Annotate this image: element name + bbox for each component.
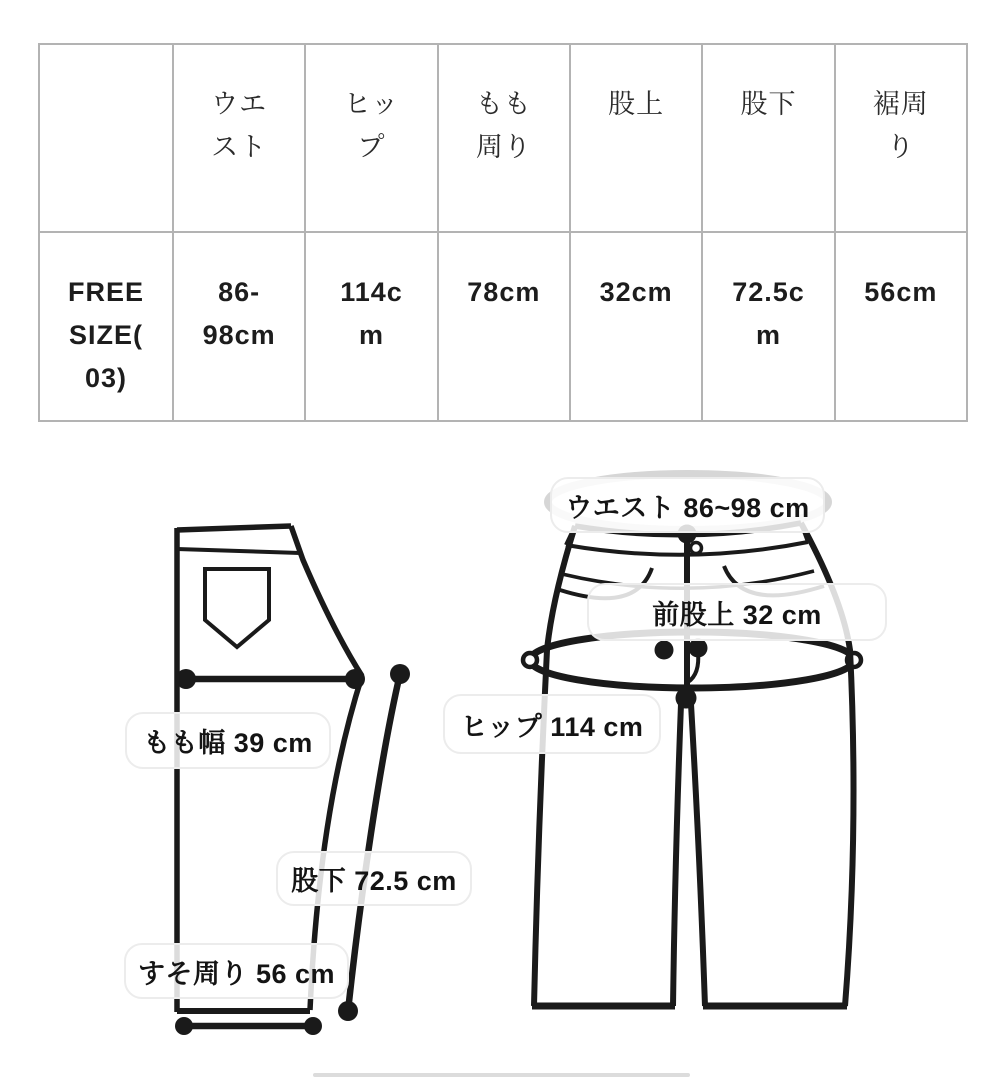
front-rise-measurement-text: 前股上 32 cm <box>652 599 822 630</box>
thigh-width-measurement-label <box>125 712 331 769</box>
cell-inseam-value: 72.5cm <box>702 232 834 421</box>
hip-measurement-label <box>443 694 661 754</box>
front-rise-measurement-label <box>587 583 887 641</box>
inseam-measurement-text: 股下 72.5 cm <box>291 866 457 896</box>
hem-measure-dot-right <box>304 1017 322 1035</box>
col-header-waist: ウエスト <box>173 44 305 232</box>
cell-thigh-value: 78cm <box>438 232 570 421</box>
inseam-measure-curve <box>348 674 400 1011</box>
col-header-hip: ヒップ <box>305 44 437 232</box>
col-header-rise: 股上 <box>570 44 702 232</box>
flat-right-seam <box>291 526 362 676</box>
thigh-measure-dot-right <box>345 669 365 689</box>
row-label-free-size: FREE SIZE(03) <box>39 232 173 421</box>
waist-button-ring <box>691 543 702 554</box>
hip-measurement-text: ヒップ 114 cm <box>460 711 644 742</box>
hem-measure-dot-left <box>175 1017 193 1035</box>
hip-ellipse-ring-left <box>523 653 537 667</box>
flat-waistband-top-line <box>177 526 291 530</box>
thigh-width-measurement-text: もも幅 39 cm <box>143 728 313 758</box>
hem-measurement-text: すそ周り 56 cm <box>137 958 336 989</box>
waist-measurement-text: ウエスト 86~98 cm <box>565 492 810 523</box>
col-header-thigh: もも周り <box>438 44 570 232</box>
col-header-inseam: 股下 <box>702 44 834 232</box>
hem-measurement-label <box>124 943 349 999</box>
rise-dot-left <box>655 641 674 660</box>
inseam-measurement-label <box>276 851 472 906</box>
front-left-inner-seam <box>673 704 681 1006</box>
cell-hip-value: 114cm <box>305 232 437 421</box>
cell-rise-value: 32cm <box>570 232 702 421</box>
cell-waist-value: 86-98cm <box>173 232 305 421</box>
thigh-measure-dot-left <box>176 669 196 689</box>
front-right-inner-seam <box>691 704 705 1006</box>
inseam-measure-dot-top <box>390 664 410 684</box>
inseam-measure-dot-bottom <box>338 1001 358 1021</box>
cell-hem-value: 56cm <box>835 232 967 421</box>
waist-measurement-label <box>550 477 825 533</box>
front-left-outer-seam <box>534 526 575 1006</box>
col-header-hem: 裾周り <box>835 44 967 232</box>
back-pocket-outline <box>205 569 269 647</box>
flat-waistband-bottom-line <box>177 549 300 553</box>
bottom-divider-bar <box>313 1073 690 1077</box>
